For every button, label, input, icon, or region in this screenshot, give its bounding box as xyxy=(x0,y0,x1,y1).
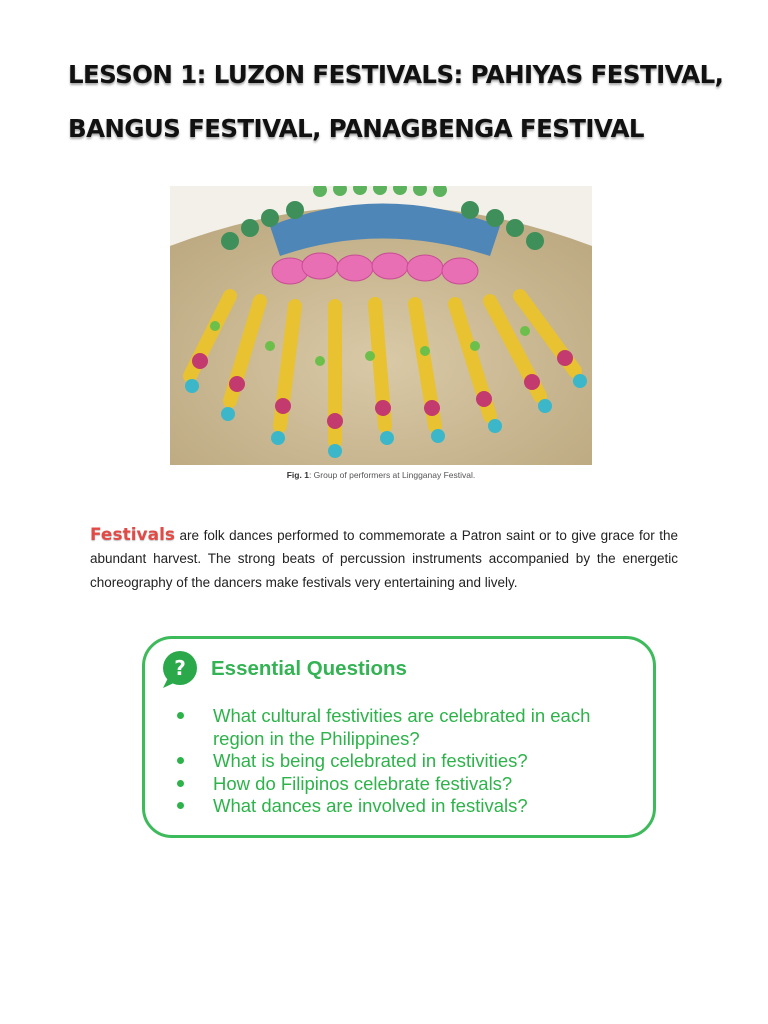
figure-caption-text: : Group of performers at Lingganay Festival. xyxy=(308,470,476,480)
question-item xyxy=(173,705,643,750)
figure-label: Fig. 1 xyxy=(286,470,309,480)
svg-text:?: ? xyxy=(174,656,186,680)
festivals-definition-paragraph xyxy=(90,524,678,595)
essential-questions-box xyxy=(142,636,656,838)
figure-caption xyxy=(170,470,592,480)
question-text: How do Filipinos celebrate festivals? xyxy=(213,772,513,794)
question-text: What cultural festivities are celebrated in each region in the Philippines? xyxy=(213,705,591,749)
question-item xyxy=(173,795,643,818)
question-text: What dances are involved in festivals? xyxy=(213,795,528,816)
lesson-title-line-1: LESSON 1: LUZON FESTIVALS: PAHIYAS FESTIVAL, xyxy=(68,60,724,89)
lesson-title-line-2: BANGUS FESTIVAL, PANAGBENGA FESTIVAL xyxy=(68,114,644,143)
festival-performers-photo xyxy=(170,186,592,465)
festivals-keyword: Festivals xyxy=(90,524,176,545)
question-item xyxy=(173,773,643,796)
festivals-definition-text: are folk dances performed to commemorate a Patron saint or to give grace for the abundant harvest. The strong beats of percussion instruments accompanied by the energetic choreography of the dancers make festivals very entertaining and lively. xyxy=(90,527,678,590)
question-speech-bubble-icon xyxy=(160,650,198,690)
question-item xyxy=(173,750,643,773)
question-text: What is being celebrated in festivities? xyxy=(213,750,528,771)
essential-questions-list xyxy=(173,705,643,818)
essential-questions-heading: Essential Questions xyxy=(211,657,407,680)
bullet-icon xyxy=(177,757,184,764)
bullet-icon xyxy=(177,780,184,787)
bullet-icon xyxy=(177,712,184,719)
bullet-icon xyxy=(177,802,184,809)
